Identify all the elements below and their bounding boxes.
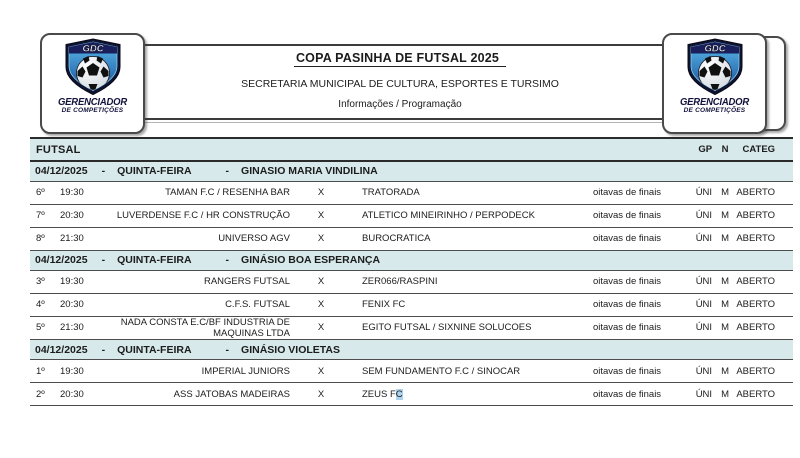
game-n: M bbox=[721, 276, 730, 287]
away-team-text: BUROCRATICA bbox=[362, 233, 431, 244]
game-x: X bbox=[317, 388, 325, 400]
game-home: RANGERS FUTSAL bbox=[203, 275, 290, 287]
section-separator: - bbox=[225, 254, 230, 266]
selected-text: C bbox=[395, 388, 403, 400]
page-title: COPA PASINHA DE FUTSAL 2025 bbox=[55, 51, 745, 67]
game-num: 5º bbox=[36, 322, 45, 334]
section-header-row bbox=[30, 161, 793, 181]
section-date: 04/12/2025 bbox=[35, 343, 88, 356]
game-home: C.F.S. FUTSAL bbox=[225, 298, 290, 310]
game-gp: ÚNI bbox=[695, 210, 713, 221]
game-n: M bbox=[721, 299, 730, 310]
game-phase: oitavas de finais bbox=[592, 233, 662, 244]
game-categ: ABERTO bbox=[736, 388, 776, 400]
section-separator: - bbox=[101, 254, 106, 266]
game-x: X bbox=[317, 187, 325, 198]
game-num: 3º bbox=[36, 276, 45, 287]
away-team-text: ZEUS F bbox=[362, 388, 396, 400]
gdc-logo-left bbox=[40, 33, 145, 134]
section-header-row bbox=[30, 250, 793, 270]
game-time: 19:30 bbox=[60, 187, 84, 198]
gdc-logo-right bbox=[662, 33, 767, 134]
game-row bbox=[30, 293, 793, 316]
game-categ: ABERTO bbox=[736, 276, 776, 287]
game-phase: oitavas de finais bbox=[592, 187, 662, 198]
away-team-text: TRATORADA bbox=[362, 187, 420, 198]
logo-line1: GERENCIADOR bbox=[57, 96, 128, 109]
game-categ: ABERTO bbox=[736, 233, 776, 244]
section-date: 04/12/2025 bbox=[35, 165, 88, 178]
game-away bbox=[346, 383, 558, 406]
logo-line1: GERENCIADOR bbox=[679, 96, 750, 109]
game-categ: ABERTO bbox=[736, 322, 776, 334]
schedule-table bbox=[30, 137, 793, 406]
game-home: ASS JATOBAS MADEIRAS bbox=[173, 388, 290, 400]
game-time: 19:30 bbox=[60, 276, 84, 287]
schedule-body bbox=[30, 138, 793, 406]
game-n: M bbox=[721, 365, 730, 377]
game-categ: ABERTO bbox=[736, 210, 776, 221]
section-venue: GINÁSIO VIOLETAS bbox=[241, 343, 341, 356]
game-time: 20:30 bbox=[60, 210, 84, 221]
game-x: X bbox=[317, 233, 325, 244]
report-header bbox=[55, 44, 745, 120]
header-divider bbox=[142, 122, 662, 123]
game-row bbox=[30, 227, 793, 250]
section-day: QUINTA-FEIRA bbox=[117, 165, 192, 178]
game-categ: ABERTO bbox=[736, 365, 776, 377]
game-home: TAMAN F.C / RESENHA BAR bbox=[165, 186, 290, 198]
game-away bbox=[346, 360, 558, 383]
game-phase: oitavas de finais bbox=[592, 276, 662, 287]
section-day: QUINTA-FEIRA bbox=[117, 254, 192, 266]
column-header-categ: CATEG bbox=[742, 144, 776, 155]
section-separator: - bbox=[225, 165, 230, 178]
away-team-text: ATLETICO MINEIRINHO / PERPODECK bbox=[362, 210, 535, 221]
game-time: 21:30 bbox=[60, 322, 84, 334]
game-num: 2º bbox=[36, 388, 45, 400]
game-time: 21:30 bbox=[60, 233, 84, 244]
game-away bbox=[346, 204, 558, 227]
game-row bbox=[30, 181, 793, 204]
away-team-text: EGITO FUTSAL / SIXNINE SOLUCOES bbox=[362, 322, 532, 334]
gdc-acronym: GDC bbox=[703, 43, 726, 55]
game-gp: ÚNI bbox=[695, 322, 713, 334]
game-phase: oitavas de finais bbox=[592, 365, 662, 377]
game-row bbox=[30, 270, 793, 293]
game-row bbox=[30, 383, 793, 406]
game-x: X bbox=[317, 210, 325, 221]
game-row bbox=[30, 316, 793, 340]
section-day: QUINTA-FEIRA bbox=[117, 343, 192, 356]
game-away bbox=[346, 227, 558, 250]
column-header-gp: GP bbox=[698, 144, 713, 155]
away-team-text: FENIX FC bbox=[362, 299, 406, 310]
game-phase: oitavas de finais bbox=[592, 299, 662, 310]
away-team-text: SEM FUNDAMENTO F.C / SINOCAR bbox=[362, 365, 521, 377]
game-num: 6º bbox=[36, 187, 45, 198]
section-separator: - bbox=[101, 165, 106, 178]
game-phase: oitavas de finais bbox=[592, 322, 662, 334]
game-num: 1º bbox=[36, 365, 45, 377]
game-time: 20:30 bbox=[60, 299, 84, 310]
game-gp: ÚNI bbox=[695, 388, 713, 400]
game-phase: oitavas de finais bbox=[592, 210, 662, 221]
game-away bbox=[346, 181, 558, 204]
game-phase: oitavas de finais bbox=[592, 388, 662, 400]
gdc-shield-icon bbox=[683, 38, 747, 96]
game-gp: ÚNI bbox=[695, 276, 713, 287]
game-gp: ÚNI bbox=[695, 233, 713, 244]
gdc-acronym: GDC bbox=[81, 43, 104, 55]
game-away bbox=[346, 293, 558, 316]
section-separator: - bbox=[225, 343, 230, 356]
section-separator: - bbox=[101, 343, 106, 356]
game-away bbox=[346, 316, 558, 340]
game-n: M bbox=[721, 388, 730, 400]
game-gp: ÚNI bbox=[695, 299, 713, 310]
game-x: X bbox=[317, 299, 325, 310]
table-header-row bbox=[30, 138, 793, 161]
info-line: Informações / Programação bbox=[338, 99, 462, 110]
game-home: IMPERIAL JUNIORS bbox=[201, 365, 290, 377]
game-gp: ÚNI bbox=[695, 365, 713, 377]
game-row bbox=[30, 204, 793, 227]
section-venue: GINÁSIO BOA ESPERANÇA bbox=[241, 254, 381, 266]
game-gp: ÚNI bbox=[695, 187, 713, 198]
game-row bbox=[30, 360, 793, 383]
section-venue: GINASIO MARIA VINDILINA bbox=[241, 165, 378, 178]
game-x: X bbox=[317, 322, 325, 334]
game-n: M bbox=[721, 187, 730, 198]
gdc-shield-icon bbox=[61, 38, 125, 96]
away-team-text: ZER066/RASPINI bbox=[362, 276, 438, 287]
game-categ: ABERTO bbox=[736, 299, 776, 310]
game-time: 20:30 bbox=[60, 388, 84, 400]
game-n: M bbox=[721, 233, 730, 244]
game-x: X bbox=[317, 365, 325, 377]
game-x: X bbox=[317, 276, 325, 287]
section-date: 04/12/2025 bbox=[35, 254, 88, 266]
game-categ: ABERTO bbox=[736, 187, 776, 198]
game-home: LUVERDENSE F.C / HR CONSTRUÇÃO bbox=[116, 209, 290, 221]
game-home: NADA CONSTA E.C/BF INDUSTRIA DE MAQUINAS LTDA bbox=[120, 316, 290, 339]
game-time: 19:30 bbox=[60, 365, 84, 377]
page-subtitle: SECRETARIA MUNICIPAL DE CULTURA, ESPORTES E TURSIMO bbox=[241, 78, 559, 90]
game-num: 4º bbox=[36, 299, 45, 310]
game-n: M bbox=[721, 210, 730, 221]
game-num: 8º bbox=[36, 233, 45, 244]
game-away bbox=[346, 270, 558, 293]
sport-label: FUTSAL bbox=[36, 143, 81, 156]
game-n: M bbox=[721, 322, 730, 334]
section-header-row bbox=[30, 340, 793, 360]
column-header-n: N bbox=[721, 144, 729, 155]
game-home: UNIVERSO AGV bbox=[218, 232, 290, 244]
logo-line2: DE COMPETIÇÕES bbox=[61, 107, 124, 114]
logo-line2: DE COMPETIÇÕES bbox=[683, 107, 746, 114]
game-num: 7º bbox=[36, 210, 45, 221]
